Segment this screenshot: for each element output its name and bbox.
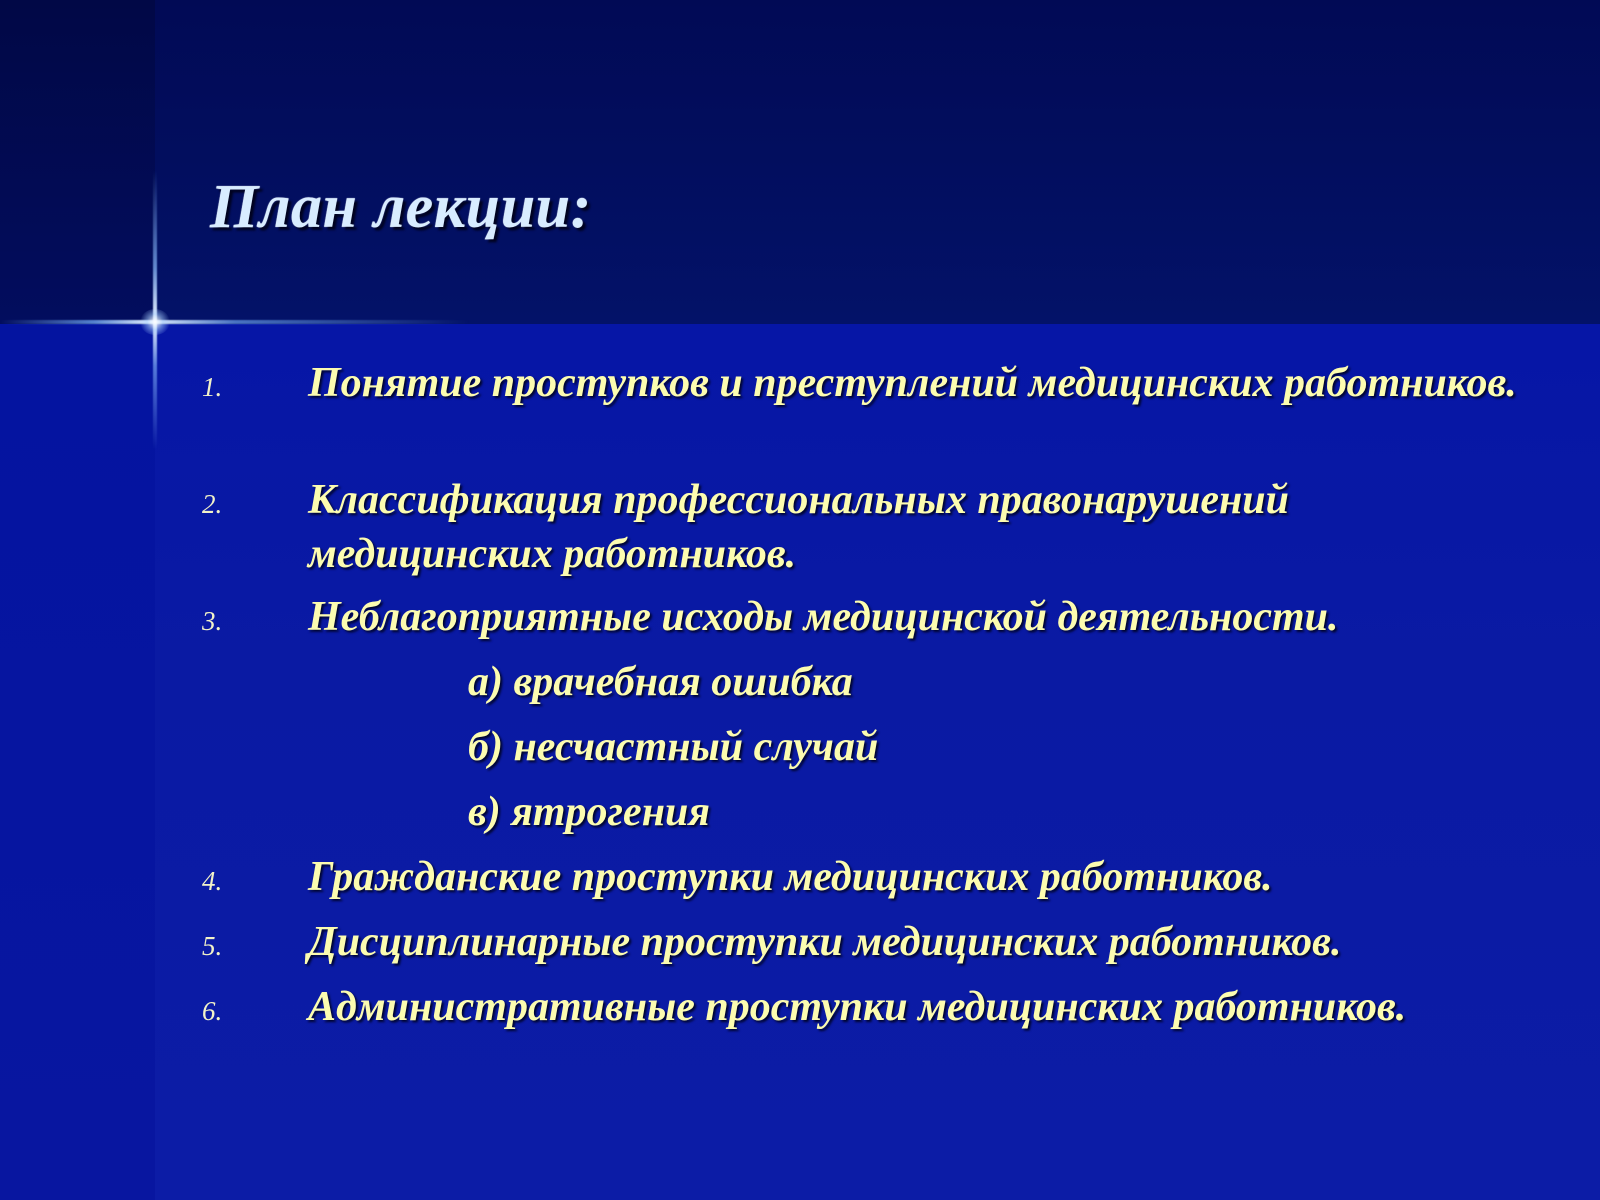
list-item-text: Понятие проступков и преступлений медицинских работников. bbox=[308, 360, 1517, 406]
list-item-text: Административные проступки медицинских работников. bbox=[308, 984, 1407, 1030]
list-item-number: 6. bbox=[202, 996, 223, 1026]
list-item-number: 3. bbox=[202, 606, 223, 636]
list-item-number: 4. bbox=[202, 866, 223, 896]
list-item-number: 2. bbox=[202, 489, 223, 519]
list-item-text: Дисциплинарные проступки медицинских работников. bbox=[308, 919, 1342, 965]
list-item-text: Гражданские проступки медицинских работников. bbox=[308, 854, 1273, 900]
sub-list-item: в) ятрогения bbox=[468, 789, 711, 835]
slide-title: План лекции: bbox=[210, 173, 592, 241]
sub-list-item: б) несчастный случай bbox=[468, 724, 879, 770]
list-item-text: Классификация профессиональных правонарушений медицинских работников. bbox=[308, 477, 1290, 577]
list-item-number: 5. bbox=[202, 931, 223, 961]
list-item-text: Неблагоприятные исходы медицинской деятельности. bbox=[308, 594, 1339, 640]
list-item-number: 1. bbox=[202, 372, 223, 402]
sub-list-item: а) врачебная ошибка bbox=[468, 659, 853, 705]
